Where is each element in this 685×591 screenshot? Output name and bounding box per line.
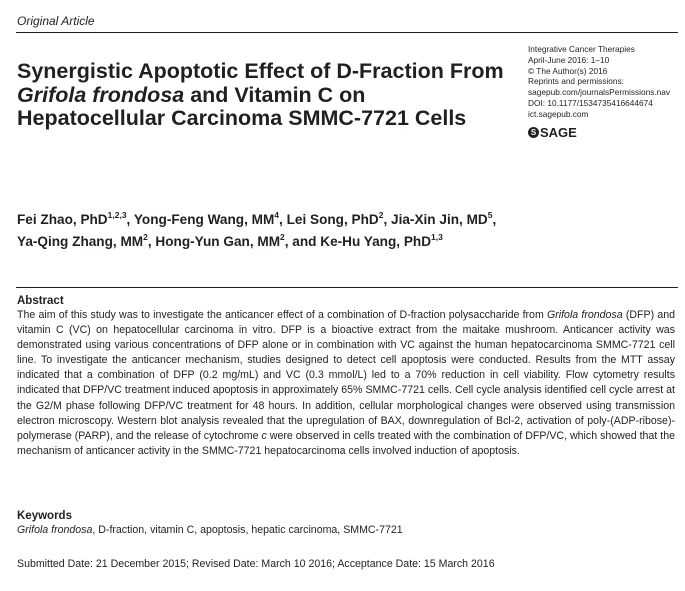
author-list (17, 209, 657, 253)
author-affiliation: 2 (143, 232, 148, 242)
author-affiliation: 2 (378, 210, 384, 220)
title-part-2: and Vitamin C on Hepatocellular Carcinoma SMMC-7721 Cells (17, 82, 467, 130)
keywords-rest: , D-fraction, vitamin C, apoptosis, hepatic carcinoma, SMMC-7721 (92, 524, 403, 536)
abstract-conclusion: were observed in cells treated with the combination of DFP/VC, which showed that the mechanism of anticancer activity in the SMMC-7721 hepatocarcinoma cells involved induction of apoptosis. (17, 429, 675, 457)
journal-site-link[interactable]: ict.sagepub.com (528, 108, 589, 119)
abstract-cytochrome-italic: c (261, 429, 267, 442)
author-name: Ke-Hu Yang, PhD (320, 234, 432, 249)
author-separator: , (279, 212, 287, 227)
reprints-label: Reprints and permissions: (528, 76, 624, 87)
author-name: Fei Zhao, PhD (17, 212, 108, 227)
header-divider (16, 32, 678, 33)
title-part-1: Synergistic Apoptotic Effect of D-Fraction From (17, 59, 504, 83)
author-name: Jia-Xin Jin, MD (391, 212, 488, 227)
sage-logo-text: SAGE (540, 125, 577, 140)
article-title (17, 60, 507, 131)
author-affiliation: 1,2,3 (107, 210, 127, 220)
copyright-notice: © The Author(s) 2016 (528, 65, 608, 76)
author-affiliation: 1,3 (431, 232, 443, 242)
author-name: Hong-Yun Gan, MM (155, 234, 281, 249)
author-name: Ya-Qing Zhang, MM (17, 234, 144, 249)
author-separator: , (492, 212, 497, 227)
author-name: Lei Song, PhD (286, 212, 379, 227)
author-affiliation: 2 (280, 232, 285, 242)
keywords-heading: Keywords (17, 510, 72, 522)
permissions-link[interactable]: sagepub.com/journalsPermissions.nav (528, 87, 671, 98)
abstract-divider (16, 287, 678, 288)
sage-logo-icon: S (528, 127, 539, 138)
journal-name: Integrative Cancer Therapies (528, 44, 635, 54)
abstract-body: (DFP) and vitamin C (VC) on hepatocellular carcinoma in vitro. DFP is a bioactive extract from the maitake mushroom. Anticancer activity was demonstrated using various concentrations of DFP alone or in combination with VC against the human hepatocarcinoma SMMC-7721 cell line. To investigate the anticancer mechanism, studies designed to detect cell apoptosis were conducted. Results from the MTT assay indicated that a combination of DFP (0.2 mg/mL) and VC (0.3 mmol/L) led to a 70% reduction in cell viability. Flow cytometry results indicated that DFP/VC treatment induced apoptosis in approximately 65% SMMC-7721 cells. Cell cycle analysis identified cell cycle arrest at the G2/M phase following DFP/VC treatment for 48 hours. In addition, cellular morphological changes were observed using transmission electron microscopy. Western blot analysis revealed that the upregulation of BAX, downregulation of Bcl-2, activation of poly-(ADP-ribose)-polymerase (PARP), and the release of cytochrome (17, 309, 675, 442)
sage-logo (528, 125, 577, 140)
title-species-italic: Grifola frondosa (17, 82, 185, 107)
abstract-intro: The aim of this study was to investigate the anticancer effect of a combination of D-fraction polysaccharide from (17, 309, 547, 321)
abstract-text (17, 308, 675, 459)
journal-info (528, 44, 683, 120)
author-name: Yong-Feng Wang, MM (133, 212, 275, 227)
submission-dates: Submitted Date: 21 December 2015; Revised Date: March 10 2016; Acceptance Date: 15 March 2016 (17, 558, 495, 570)
author-separator: , and (284, 234, 321, 249)
keyword-species-italic: Grifola frondosa (17, 524, 93, 536)
article-type-label: Original Article (17, 14, 95, 28)
author-separator: , (147, 234, 156, 249)
keywords-list (17, 524, 403, 536)
author-affiliation: 4 (274, 210, 280, 220)
doi-link[interactable]: DOI: 10.1177/1534735416644674 (528, 97, 653, 108)
author-separator: , (126, 212, 134, 227)
abstract-heading: Abstract (17, 295, 64, 307)
abstract-species-italic: Grifola frondosa (546, 309, 623, 321)
author-affiliation: 5 (487, 210, 493, 220)
author-separator: , (383, 212, 392, 227)
journal-issue: April-June 2016: 1–10 (528, 54, 610, 65)
